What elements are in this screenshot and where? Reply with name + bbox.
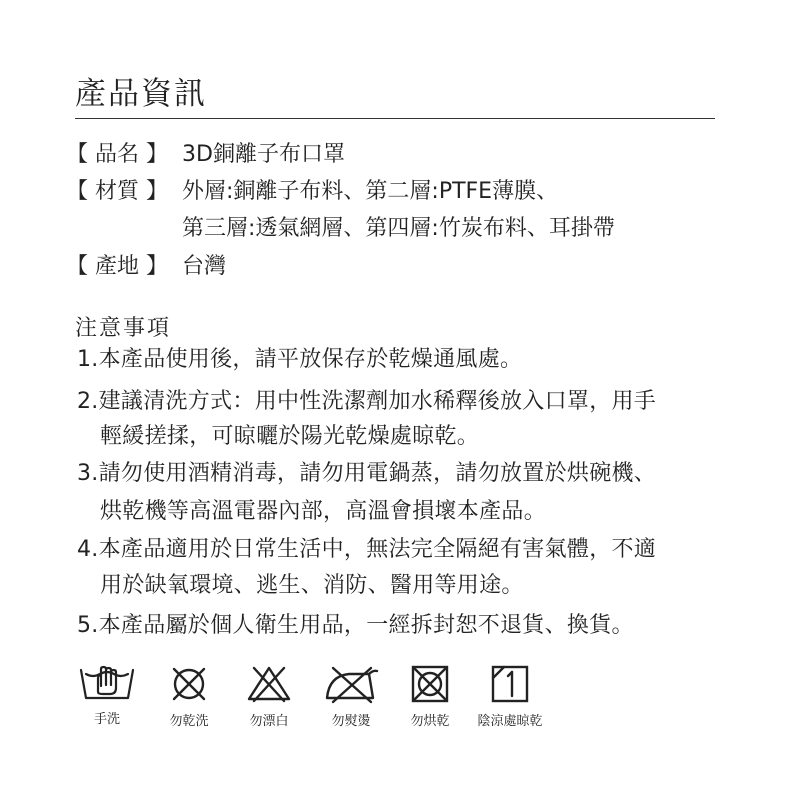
note-item-continued: 烘乾機等高溫電器內部，高溫會損壞本產品。 [100, 499, 547, 524]
spec-label: 【 產地 】 [66, 254, 168, 279]
care-item-no-tumble-dry [397, 664, 463, 729]
spec-row-material [66, 177, 558, 207]
line-dry-in-shade-icon [490, 664, 530, 704]
care-label: 陰涼處晾乾 [477, 714, 543, 729]
spec-value: 3D銅離子布口罩 [182, 142, 345, 167]
hand-wash-icon [76, 664, 138, 702]
note-item: 3.請勿使用酒精消毒，請勿用電鍋蒸，請勿放置於烘碗機、 [77, 461, 657, 486]
care-label: 勿烘乾 [410, 714, 450, 729]
note-item: 2.建議清洗方式：用中性洗潔劑加水稀釋後放入口罩，用手 [77, 389, 657, 414]
care-item-shade-dry [470, 664, 550, 729]
spec-value-continued: 第三層:透氣網層、第四層:竹炭布料、耳掛帶 [182, 216, 615, 241]
spec-label: 【 材質 】 [66, 179, 168, 204]
spec-row-name [66, 140, 345, 170]
section-title: 產品資訊 [75, 76, 207, 112]
note-item: 5.本產品屬於個人衛生用品，一經拆封恕不退貨、換貨。 [77, 613, 634, 638]
do-not-iron-icon [321, 664, 381, 704]
care-item-no-bleach [236, 664, 302, 729]
care-label: 勿熨燙 [331, 714, 371, 729]
spec-value: 外層:銅離子布料、第二層:PTFE薄膜、 [182, 179, 559, 204]
spec-row-origin [66, 252, 226, 282]
care-label: 手洗 [93, 712, 120, 727]
care-item-hand-wash [74, 664, 140, 727]
do-not-wash-icon [169, 664, 209, 704]
spec-label: 【 品名 】 [66, 142, 168, 167]
do-not-bleach-icon [244, 664, 294, 704]
notes-title: 注意事項 [75, 316, 172, 341]
care-label: 勿漂白 [249, 714, 289, 729]
spec-value: 台灣 [182, 254, 227, 279]
note-item-continued: 用於缺氧環境、逃生、消防、醫用等用途。 [100, 573, 524, 598]
note-item: 1.本產品使用後，請平放保存於乾燥通風處。 [77, 347, 523, 372]
note-item-continued: 輕緩搓揉，可晾曬於陽光乾燥處晾乾。 [100, 424, 480, 449]
do-not-tumble-dry-icon [410, 664, 450, 704]
care-item-no-iron [318, 664, 384, 729]
care-label: 勿乾洗 [169, 714, 209, 729]
title-divider [75, 118, 715, 119]
care-item-no-dry-clean [156, 664, 222, 729]
note-item: 4.本產品適用於日常生活中，無法完全隔絕有害氣體，不適 [77, 537, 657, 562]
